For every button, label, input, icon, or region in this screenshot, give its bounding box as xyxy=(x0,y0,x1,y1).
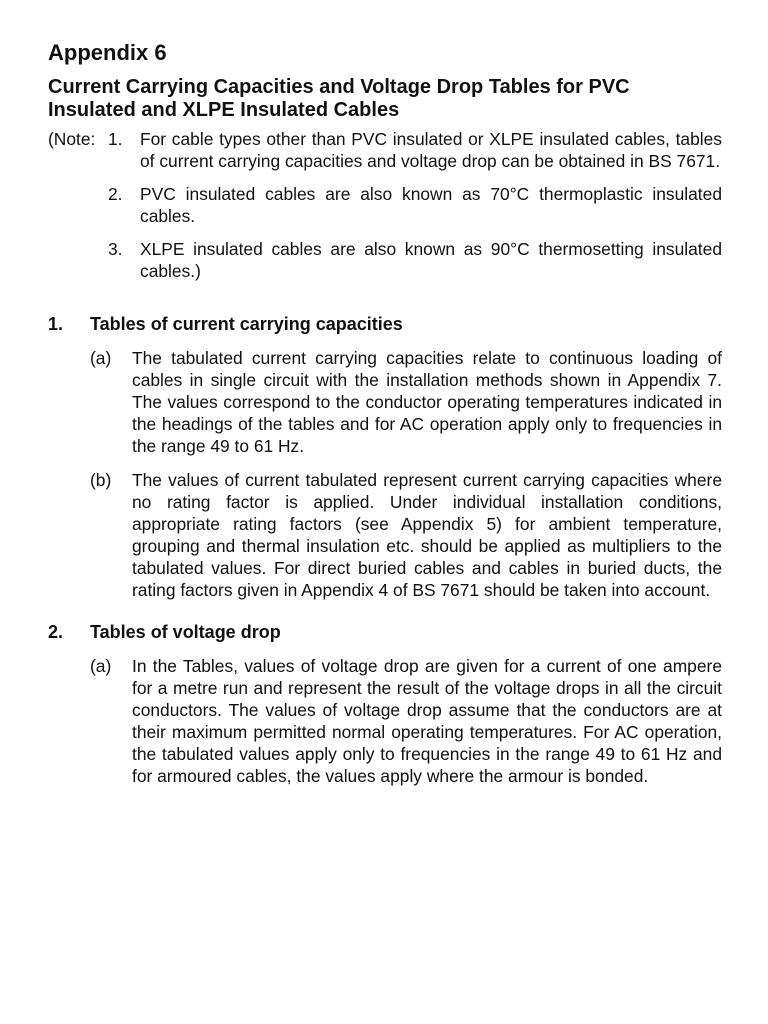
section-number: 1. xyxy=(48,314,64,334)
note-text: PVC insulated cables are also known as 70°C thermoplastic insulated cables. xyxy=(140,184,722,226)
section-current-carrying-capacities xyxy=(48,313,722,601)
section-title: Tables of voltage drop xyxy=(90,622,281,642)
note-list xyxy=(108,128,722,293)
note-block xyxy=(48,128,722,293)
note-prefix: (Note: xyxy=(48,129,96,149)
section-voltage-drop xyxy=(48,621,722,787)
sub-item-text: In the Tables, values of voltage drop are given for a current of one ampere for a metre run and represent the result of the voltage drops in all the circuit conductors. The values of voltage drop assume that the conductors are at their maximum permitted normal operating temperatures. For AC operation, the tabulated values apply only to frequencies in the range 49 to 61 Hz and for armoured cables, the values apply where the armour is bonded. xyxy=(132,656,722,786)
section-heading xyxy=(48,621,722,643)
section-heading xyxy=(48,313,722,335)
document-title: Current Carrying Capacities and Voltage Drop Tables for PVC Insulated and XLPE Insulated Cables xyxy=(48,76,630,121)
note-number: 1. xyxy=(108,129,123,149)
note-text: For cable types other than PVC insulated or XLPE insulated cables, tables of current carrying capacities and voltage drop can be obtained in BS 7671. xyxy=(140,129,722,171)
section-number: 2. xyxy=(48,622,64,642)
sub-item-text: The values of current tabulated represent current carrying capacities where no rating factor is applied. Under individual installation conditions, appropriate rating factors (see Appendix 5) for ambient temperature, grouping and thermal insulation etc. should be applied as multipliers to the tabulated values. For direct buried cables and cables in buried ducts, the rating factors given in Appendix 4 of BS 7671 should be taken into account. xyxy=(132,470,722,600)
note-number: 3. xyxy=(108,239,123,259)
sub-item-label: (b) xyxy=(90,470,112,490)
sub-item xyxy=(90,469,722,601)
note-item xyxy=(108,183,722,227)
note-item xyxy=(108,238,722,282)
sub-item-label: (a) xyxy=(90,656,112,676)
sub-item xyxy=(90,347,722,457)
sub-item xyxy=(90,655,722,787)
document-page xyxy=(48,40,722,799)
sub-item-label: (a) xyxy=(90,348,112,368)
appendix-label: Appendix 6 xyxy=(48,40,167,65)
section-title: Tables of current carrying capacities xyxy=(90,314,403,334)
note-item xyxy=(108,128,722,172)
note-text: XLPE insulated cables are also known as 90°C thermosetting insulated cables.) xyxy=(140,239,722,281)
sub-item-text: The tabulated current carrying capacities relate to continuous loading of cables in single circuit with the installation methods shown in Appendix 7. The values correspond to the conductor operating temperatures indicated in the headings of the tables and for AC operation apply only to frequencies in the range 49 to 61 Hz. xyxy=(132,348,722,456)
note-number: 2. xyxy=(108,184,123,204)
